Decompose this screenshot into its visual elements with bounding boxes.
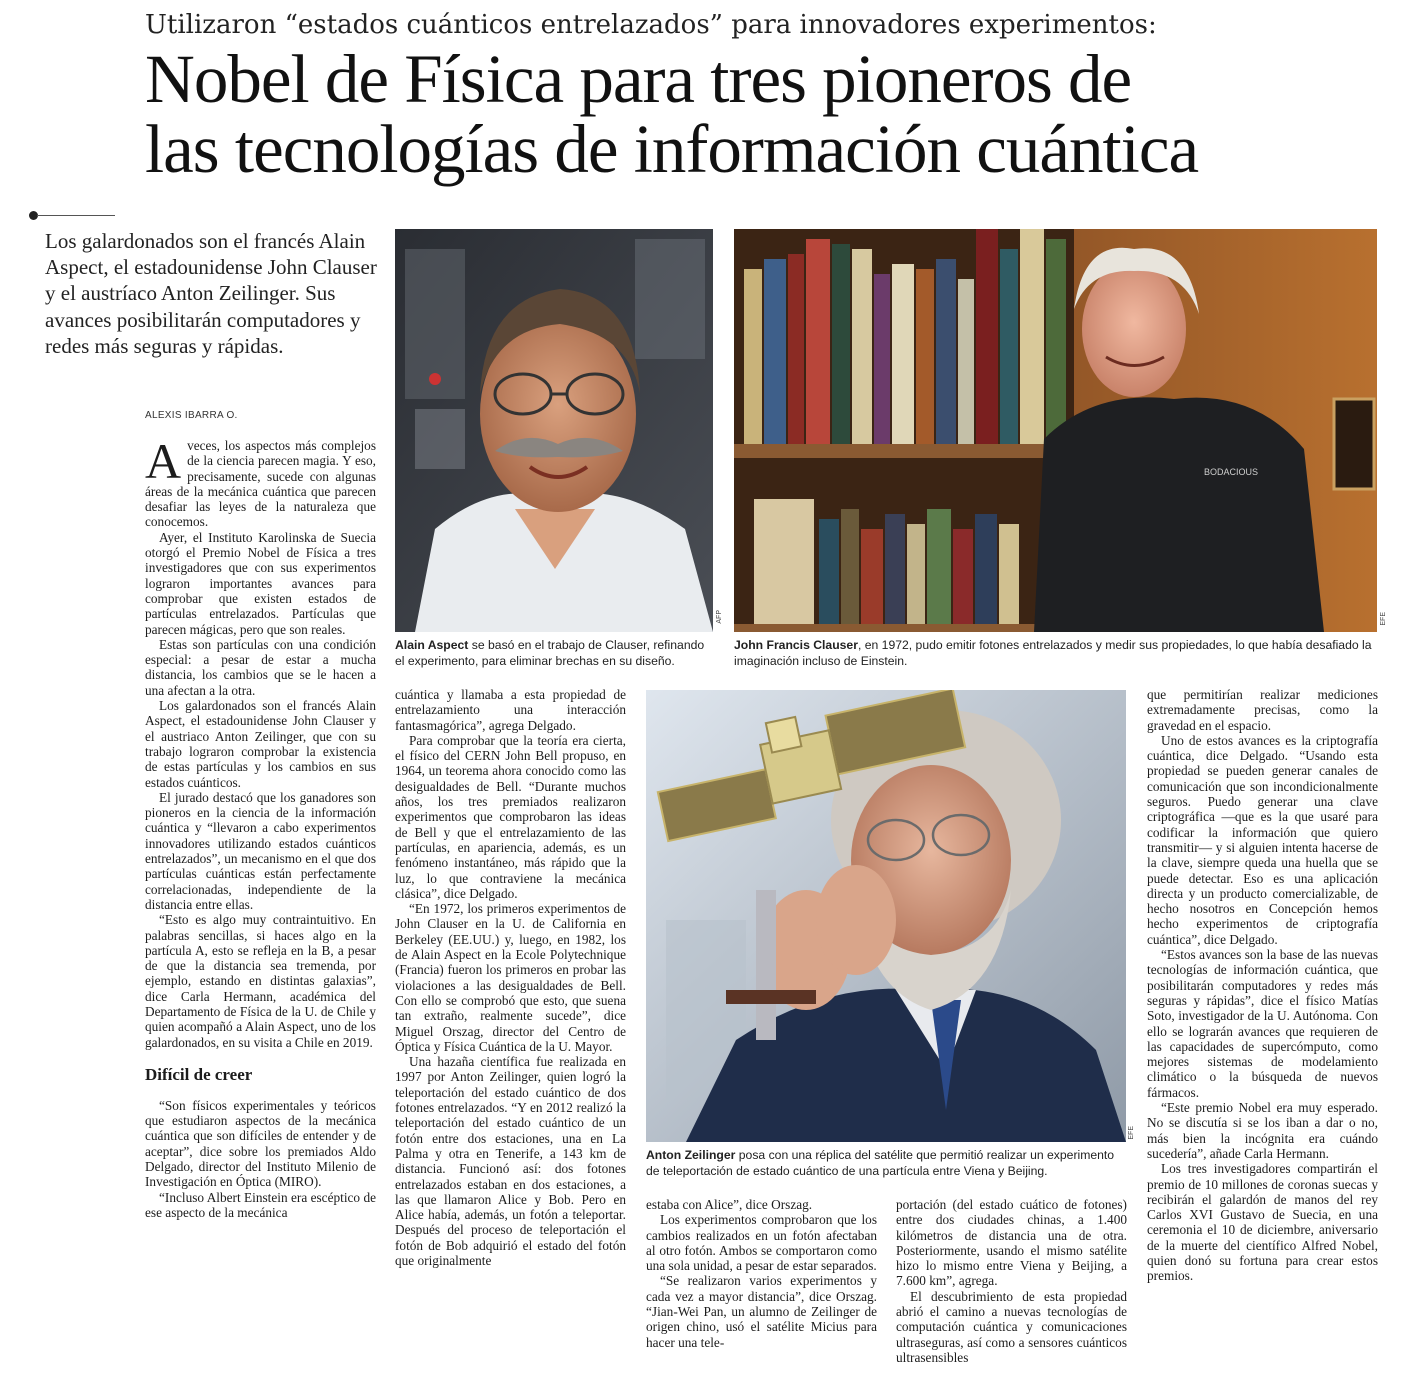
caption-anton-zeilinger bbox=[646, 1148, 1126, 1179]
paragraph: “En 1972, los primeros experimentos de John Clauser en la U. de California en Berkeley (EE.UU.) y, luego, en 1982, los de Alain Aspect en la Ecole Polytechnique (Francia) fueron los primeros en probar las violaciones a las desigualdades de Bell. Con ello se comprobó que esto, que suena tan extraño, realmente sucede”, dice Miguel Orszag, director del Centro de Óptica y Física Cuántica de la U. Mayor. bbox=[395, 901, 626, 1054]
headline-line-1: Nobel de Física para tres pioneros de bbox=[145, 41, 1132, 117]
section-rule bbox=[37, 215, 115, 216]
photo-alain-aspect bbox=[395, 229, 713, 632]
byline: ALEXIS IBARRA O. bbox=[145, 410, 238, 421]
headline bbox=[145, 41, 1385, 187]
subheading: Difícil de creer bbox=[145, 1064, 253, 1084]
article-column-3 bbox=[646, 1197, 877, 1350]
article-column-5 bbox=[1147, 687, 1378, 1284]
paragraph: El descubrimiento de esta propiedad abrió el camino a nuevas tecnologías de computación cuántica y comunicaciones ultraseguras, así como a sensores cuánticos ultrasensibles bbox=[896, 1288, 1127, 1365]
paragraph: portación (del estado cuático de fotones) entre dos ciudades chinas, a 1.400 kilómetros de distancia una de otra. Posteriormente, usando el mismo satélite hizo lo mismo entre Viena y Beijing, a 7.600 km”, agrega. bbox=[896, 1197, 1127, 1289]
photo-credit-aspect: AFP bbox=[716, 610, 723, 624]
caption-name: Anton Zeilinger bbox=[646, 1148, 736, 1162]
paragraph: Uno de estos avances es la criptografía cuántica, dice Delgado. “Usando esta propiedad se pueden generar canales de comunicación que son incondicionalmente seguros. Puedo generar una clave criptográfica —que es la que usaré para codificar la información que quiero transmitir— y si alguien intenta hacerse de la clave, siempre queda una huella que se puede detectar. Eso es una aplicación directa y un producto comercializable, de hecho nosotros en Concepción hemos hecho experimentos de criptografía cuántica”, dice Delgado. bbox=[1147, 732, 1378, 947]
paragraph: Una hazaña científica fue realizada en 1997 por Anton Zeilinger, quien logró la teleportación del estado cuántico de dos fotones entrelazados. “Y en 2012 realizó la teleportación del estado cuántico de un fotón entre dos estaciones, una en La Palma y otra en Tenerife, a 143 km de distancia. Funcionó así: dos fotones entrelazados estaban en dos estaciones, a las que llamaron Alice y Bob. Pero en Alice había, además, un fotón a teleportar. Después del proceso de teleportación el fotón de Bob adquirió el estado del fotón que originalmente bbox=[395, 1054, 626, 1268]
paragraph: “Estos avances son la base de las nuevas tecnologías de información cuántica, que posibilitarán computadores y redes más seguras y rápidas”, dice el físico Matías Soto, investigador de la U. Autónoma. Con ello se lograrán avances que requieren de las capacidades de supercómputo, como mejores sistemas de modelamiento climático o la búsqueda de nuevos fármacos. bbox=[1147, 947, 1378, 1100]
shirt-logo: BODACIOUS bbox=[1204, 467, 1259, 477]
caption-name: Alain Aspect bbox=[395, 638, 469, 652]
paragraph: El jurado destacó que los ganadores son pioneros en la ciencia de la información cuántica y “llevaron a cabo experimentos innovadores utilizando estados cuánticos entrelazados”, un mecanismo en el que dos partículas cuánticas están perfectamente correlacionadas, independiente de la distancia entre ellas. bbox=[145, 789, 376, 912]
paragraph: Aveces, los aspectos más complejos de la ciencia parecen magia. Y eso, precisamente, sucede con algunas áreas de la mecánica cuántica que parecen desafiar las leyes de la naturaleza que conocemos. bbox=[145, 433, 376, 530]
caption-alain-aspect bbox=[395, 638, 715, 669]
lead-paragraph: Los galardonados son el francés Alain Aspect, el estadounidense John Clauser y el austríaco Anton Zeilinger. Sus avances posibilitarán computadores y redes más seguras y rápidas. bbox=[45, 229, 377, 358]
caption-name: John Francis Clauser bbox=[734, 638, 858, 652]
paragraph: “Son físicos experimentales y teóricos que estudiaron aspectos de la mecánica cuántica que son difíciles de entender y de aceptar”, dice sobre los premiados Aldo Delgado, director del Instituto Milenio de Investigación en Óptica (MIRO). bbox=[145, 1097, 376, 1190]
paragraph: Estas son partículas con una condición especial: a pesar de estar a mucha distancia, los cambios que se le hacen a una afectan a la otra. bbox=[145, 636, 376, 698]
photo-john-clauser-image bbox=[734, 229, 1377, 632]
headline-line-2: las tecnologías de información cuántica bbox=[145, 111, 1199, 187]
caption-john-clauser bbox=[734, 638, 1379, 669]
caption-text: , en 1972, pudo emitir fotones entrelazados y medir sus propiedades, lo que había desafiado la imaginación incluso de Einstein. bbox=[734, 638, 1372, 668]
paragraph: “Incluso Albert Einstein era escéptico de ese aspecto de la mecánica bbox=[145, 1189, 376, 1220]
paragraph: Para comprobar que la teoría era cierta, el físico del CERN John Bell propuso, en 1964, un teorema ahora conocido como las desigualdades de Bell. “Durante muchos años, los tres premiados realizaron experimentos que comprobaron las ideas de Bell y que el entrelazamiento de las partículas, en apariencia, además, es un fenómeno instantáneo, más rápido que la luz, lo que contraviene la mecánica clásica”, dice Delgado. bbox=[395, 732, 626, 901]
paragraph: que permitirían realizar mediciones extremadamente precisas, como la gravedad en el espacio. bbox=[1147, 687, 1378, 733]
paragraph: “Esto es algo muy contraintuitivo. En palabras sencillas, si haces algo en la partícula A, esto se refleja en la B, a pesar de que la distancia sea tremenda, por ejemplo, estando en distintas galaxias”, dice Carla Hermann, académica del Departamento de Física de la U. de Chile y quien acompañó a Alain Aspect, uno de los galardonados, en su visita a Chile en 2019. bbox=[145, 912, 376, 1050]
article-column-1 bbox=[145, 433, 376, 1220]
paragraph: estaba con Alice”, dice Orszag. bbox=[646, 1197, 813, 1212]
photo-credit-clauser: EFE bbox=[1380, 612, 1387, 626]
photo-john-clauser bbox=[734, 229, 1377, 632]
paragraph: Los experimentos comprobaron que los cambios realizados en un fotón afectaban al otro fotón. Ambos se comportaron como una sola unidad, a pesar de estar separados. bbox=[646, 1212, 877, 1274]
paragraph: cuántica y llamaba a esta propiedad de entrelazamiento una interacción fantasmagórica”, agrega Delgado. bbox=[395, 687, 626, 733]
dropcap: A bbox=[145, 433, 182, 489]
photo-anton-zeilinger-image bbox=[646, 690, 1126, 1142]
article-column-2 bbox=[395, 687, 626, 1268]
kicker: Utilizaron “estados cuánticos entrelazados” para innovadores experimentos: bbox=[145, 10, 1157, 40]
paragraph: Los galardonados son el francés Alain Aspect, el estadounidense John Clauser y el austriaco Anton Zeilinger, que con su trabajo lograron comprobar la existencia de estas partículas y los cambios en sus estados cuánticos. bbox=[145, 698, 376, 790]
photo-anton-zeilinger bbox=[646, 690, 1126, 1142]
paragraph: Ayer, el Instituto Karolinska de Suecia otorgó el Premio Nobel de Física a tres investigadores que con sus experimentos lograron importantes avances para comprobar que existen estados de partículas entrelazados. Partículas que parecen mágicas, pero que son reales. bbox=[145, 529, 376, 637]
paragraph: “Se realizaron varios experimentos y cada vez a mayor distancia”, dice Orszag. “Jian-Wei Pan, un alumno de Zeilinger de origen chino, usó el satélite Micius para hacer una tele- bbox=[646, 1273, 877, 1350]
article-column-4 bbox=[896, 1197, 1127, 1365]
caption-text: se basó en el trabajo de Clauser, refinando el experimento, para eliminar brechas en su diseño. bbox=[395, 638, 705, 668]
paragraph: “Este premio Nobel era muy esperado. No se discutía si se los iban a dar o no, más bien la incógnita era cuándo sucedería”, añade Carla Hermann. bbox=[1147, 1100, 1378, 1161]
photo-alain-aspect-image bbox=[395, 229, 713, 632]
photo-credit-zeilinger: EFE bbox=[1128, 1126, 1135, 1140]
caption-text: posa con una réplica del satélite que permitió realizar un experimento de teleportación de estado cuántico de una partícula entre Viena y Beijing. bbox=[646, 1148, 1115, 1178]
paragraph: Los tres investigadores compartirán el premio de 10 millones de coronas suecas y recibirán el galardón de manos del rey Carlos XVI Gustavo de Suecia, en una ceremonia el 10 de diciembre, aniversario de la muerte del científico Alfred Nobel, quien donó su fortuna para crear estos premios. bbox=[1147, 1161, 1378, 1284]
